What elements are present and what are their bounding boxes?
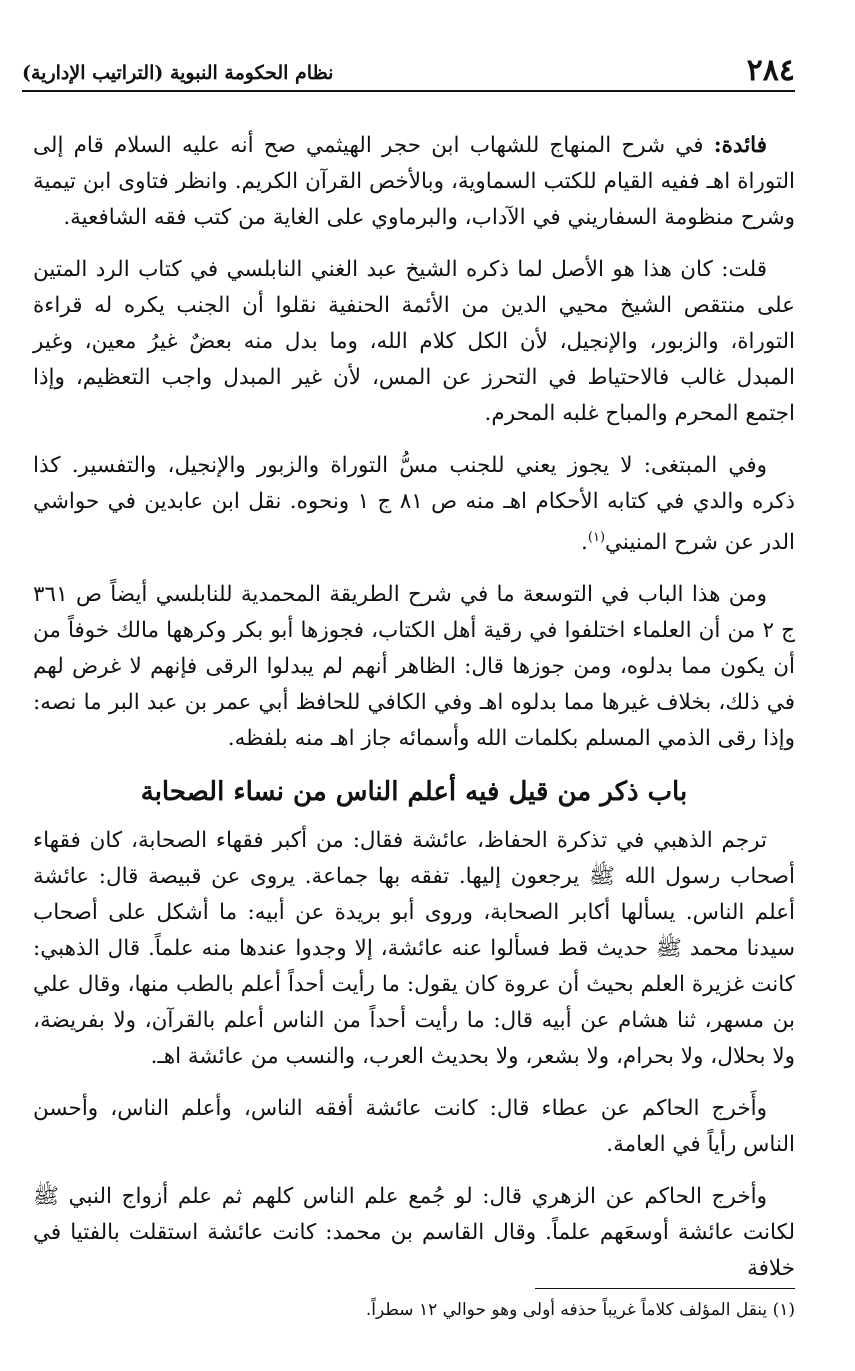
section-heading: باب ذكر من قيل فيه أعلم الناس من نساء الصحابة: [140, 777, 688, 808]
page-number: ٢٨٤: [746, 53, 795, 88]
paragraph-dhahabi: [33, 823, 795, 1075]
paragraph-text: في شرح المنهاج للشهاب ابن حجر الهيثمي صح أنه عليه السلام قام إلى التوراة اهـ ففيه القيام للكتب السماوية، وبالأخص القرآن الكريم. وانظر فتاوى ابن تيمية وشرح منظومة السفاريني في الآداب، والبرماوي على الغاية من كتب فقه الشافعية.: [33, 133, 795, 230]
paragraph-lead: فائدة:: [713, 133, 768, 158]
page-header: [22, 50, 795, 92]
footnote-marker: (١): [587, 530, 606, 545]
paragraph-text: وأخرج الحاكم عن الزهري قال: لو جُمع علم الناس كلهم ثم علم أزواج النبي ﷺ لكانت عائشة أوسعَهم علماً. وقال القاسم بن محمد: كانت عائشة استقلت بالفتيا في خلافة: [33, 1184, 795, 1282]
page-body: [33, 128, 795, 1303]
paragraph-qultu: [33, 252, 795, 432]
paragraph-text: وأَخرج الحاكم عن عطاء قال: كانت عائشة أفقه الناس، وأعلم الناس، وأحسن الناس رأياً في العامة.: [33, 1096, 795, 1158]
paragraph-text: ومن هذا الباب في التوسعة ما في شرح الطريقة المحمدية للنابلسي أيضاً ص ٣٦١ ج ٢ من أن العلماء اختلفوا في رقية أهل الكتاب، فجوزها أبو بكر وكرهها مالك خوفاً من أن يكون مما بدلوه، ومن جوزها قال: الظاهر أنهم لم يبدلوا الرقى فإنهم لا غرض لهم في ذلك، بخلاف غيرها مما بدلوه اهـ وفي الكافي للحافظ أبي عمر بن عبد البر ما نصه: وإذا رقى الذمي المسلم بكلمات الله وأسمائه جاز اهـ منه بلفظه.: [33, 582, 795, 752]
paragraph-tawsia: [33, 577, 795, 757]
paragraph-hakim-ata: [33, 1091, 795, 1163]
paragraph-tail: .: [581, 530, 588, 556]
paragraph-fayda: [33, 128, 795, 236]
paragraph-hakim-zuhri: [33, 1179, 795, 1287]
footnote: (١) ينقل المؤلف كلاماً غريباً حذفه أولى وهو حوالي ١٢ سطراً.: [365, 1300, 795, 1320]
paragraph-text: وفي المبتغى: لا يجوز يعني للجنب مسُّ التوراة والزبور والإنجيل، والتفسير. كذا ذكره والدي في كتابه الأحكام اهـ منه ص ٨١ ج ١ ونحوه. نقل ابن عابدين في حواشي الدر عن شرح المنيني: [33, 453, 796, 556]
paragraph-text: قلت: كان هذا هو الأصل لما ذكره الشيخ عبد الغني النابلسي في كتاب الرد المتين على منتقص الشيخ محيي الدين من الأئمة الحنفية نقلوا أن الجنب يكره له قراءة التوراة، والزبور، والإنجيل، لأن الكل كلام الله، وما بدل منه بعضٌ غيرُ معين، وغير المبدل غالب فالاحتياط في التحرز عن المس، لأن غير المبدل واجب التعظيم، وإذا اجتمع المحرم والمباح غلبه المحرم.: [33, 257, 795, 426]
running-title: نظام الحكومة النبوية (التراتيب الإدارية): [22, 62, 334, 84]
paragraph-text: ترجم الذهبي في تذكرة الحفاظ، عائشة فقال: من أكبر فقهاء الصحابة، كان فقهاء أصحاب رسول الله ﷺ يرجعون إليها. تفقه بها جماعة. يروى عن قبيصة قال: عائشة أعلم الناس. يسألها أكابر الصحابة، وروى أبو بريدة عن أبيه: ما أشكل على أصحاب سيدنا محمد ﷺ حديث قط فسألوا عنه عائشة، إلا وجدوا عندها منه علماً. قال الذهبي: كانت غزيرة العلم بحيث أن عروة كان يقول: ما رأيت أحداً أعلم بالطب منها، وقال علي بن مسهر، ثنا هشام عن أبيه قال: ما رأيت أحداً من الناس أعلم بالقرآن، ولا بفريضة، ولا بحلال، ولا بحرام، ولا بشعر، ولا بحديث العرب، والنسب من عائشة اهـ.: [33, 828, 795, 1070]
paragraph-mubtagha: [33, 448, 795, 561]
footnote-divider: [535, 1288, 795, 1289]
